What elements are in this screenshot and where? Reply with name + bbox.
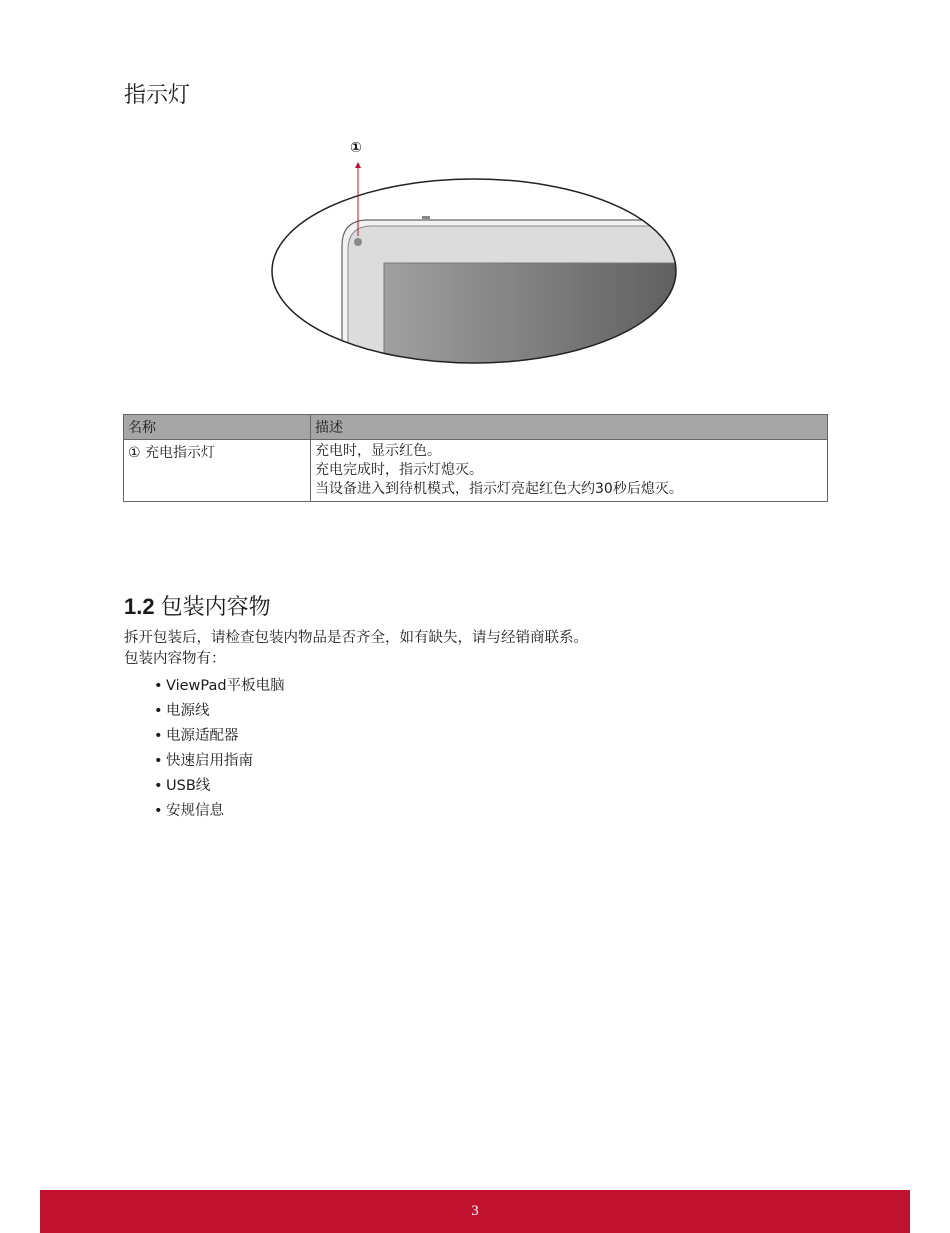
list-item	[154, 750, 285, 775]
list-item	[154, 675, 285, 700]
list-item-label: ViewPad平板电脑	[166, 678, 285, 694]
header-name: 名称	[124, 415, 311, 440]
bullet: •	[154, 728, 163, 744]
intro-paragraph	[124, 628, 588, 670]
bullet: •	[154, 803, 163, 819]
bullet: •	[154, 678, 163, 694]
cell-description	[311, 440, 828, 502]
package-contents-list	[154, 675, 285, 825]
subsection-number: 1.2	[124, 594, 155, 619]
header-description: 描述	[311, 415, 828, 440]
bullet: •	[154, 703, 163, 719]
page-number: 3	[471, 1203, 479, 1219]
device-indicator-figure	[262, 136, 692, 376]
description-line: 充电完成时，指示灯熄灭。	[315, 462, 483, 478]
section-title: 指示灯	[124, 83, 191, 108]
callout-number: ①	[350, 140, 362, 156]
indicator-table	[123, 414, 828, 502]
table-header-row	[124, 415, 828, 440]
subsection-heading	[124, 590, 271, 621]
list-item	[154, 700, 285, 725]
list-item	[154, 775, 285, 800]
table-row	[124, 440, 828, 502]
page-footer	[40, 1190, 910, 1233]
bullet: •	[154, 778, 163, 794]
list-item-label: USB线	[166, 778, 211, 794]
paragraph-line: 包装内容物有：	[124, 651, 226, 667]
description-line: 充电时，显示红色。	[315, 443, 441, 459]
bullet: •	[154, 753, 163, 769]
list-item-label: 安规信息	[166, 803, 224, 819]
list-item	[154, 725, 285, 750]
list-item-label: 电源线	[166, 703, 210, 719]
description-line: 当设备进入到待机模式，指示灯亮起红色大约30秒后熄灭。	[315, 481, 683, 497]
list-item-label: 电源适配器	[166, 728, 239, 744]
paragraph-line: 拆开包装后，请检查包装内物品是否齐全，如有缺失，请与经销商联系。	[124, 630, 588, 646]
subsection-title: 包装内容物	[160, 595, 271, 620]
cell-name: ① 充电指示灯	[124, 440, 311, 502]
device-corner-illustration	[262, 136, 692, 376]
indicator-led	[354, 238, 362, 246]
list-item	[154, 800, 285, 825]
list-item-label: 快速启用指南	[166, 753, 253, 769]
